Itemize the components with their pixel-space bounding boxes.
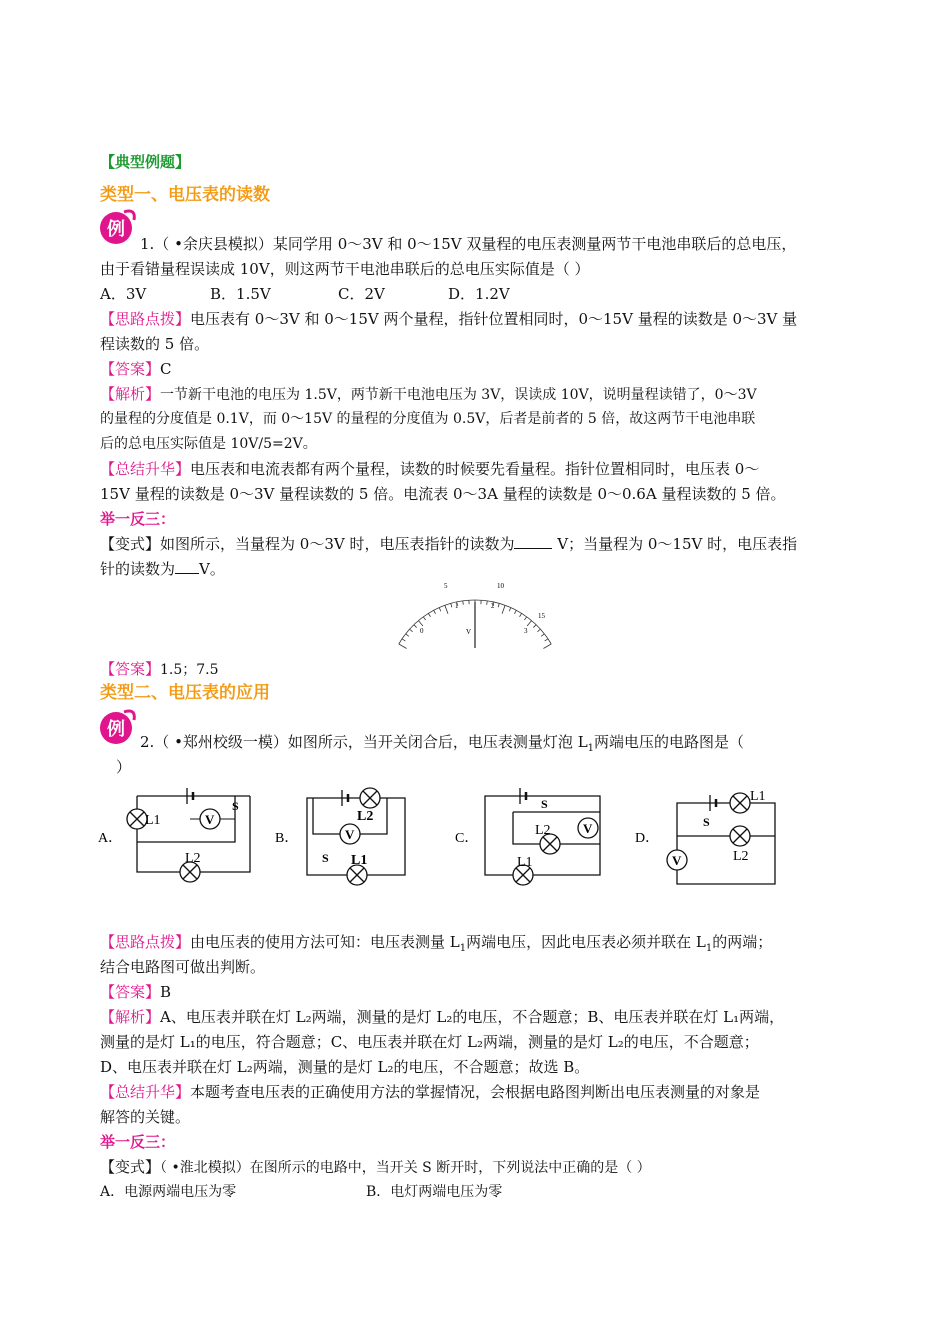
dial-tick [414,625,417,628]
svg-text:L2: L2 [357,809,374,824]
dial-tick [418,621,422,626]
analysis1-line1: 【解析】一节新干电池的电压为 1.5V，两节新干电池电压为 3V，误读成 10V，说明量程读错了，0～3V [100,385,757,403]
practice1-label: 举一反三： [100,510,176,528]
dial-tick [524,617,526,620]
analysis1-line2: 的量程的分度值是 0.1V，而 0～15V 的量程的分度值为 0.5V，后者是前者的 5 倍，故这两节干电池串联 [100,411,756,427]
type1-title: 类型一、电压表的读数 [100,185,270,205]
answer-blank [514,532,552,549]
dial-bottom-label-1: 1 [455,602,459,610]
example-badge-icon [98,206,136,244]
option-d: D．1.2V [448,285,510,303]
dial-bottom-label-2: 2 [491,602,495,610]
option-b: B．电灯两端电压为零 [366,1184,503,1200]
dial-tick [402,639,405,641]
dial-tick [537,629,540,632]
analysis2-line2: 测量的是灯 L₁的电压，符合题意；C、电压表并联在灯 L₂两端，测量的是灯 L₂的电压，不合题意； [100,1033,759,1051]
hint1-line1: 【思路点拨】电压表有 0～3V 和 0～15V 两个量程，指针位置相同时，0～15V 量程的读数是 0～3V 量 [100,310,798,328]
dial-tick [514,610,516,614]
hint2-line2: 结合电路图可做出判断。 [100,958,266,976]
voltmeter-dial [400,578,550,644]
circuit-a [98,788,250,882]
section-header: 【典型例题】 [100,153,191,171]
option-a: A．3V [100,285,147,303]
option-b: B．1.5V [210,285,271,303]
svg-text:L1: L1 [145,813,161,828]
dial-tick [439,608,441,612]
variant1-line1: 【变式】如图所示，当量程为 0～3V 时，电压表指针的读数为 V；当量程为 0～15V 时，电压表指 [100,532,860,556]
svg-text:S: S [232,799,239,813]
svg-text:L2: L2 [185,851,201,866]
type2-title: 类型二、电压表的应用 [100,683,270,703]
svg-text:L2: L2 [733,849,749,864]
dial-unit-label: V [466,628,472,636]
dial-top-label-5: 5 [444,582,448,590]
analysis2-line3: D、电压表并联在灯 L₂两端，测量的是灯 L₂的电压，不合题意；故选 B。 [100,1058,590,1076]
summary1-line1: 【总结升华】电压表和电流表都有两个量程，读数的时候要先看量程。指针位置相同时，电压表 0～ [100,460,760,478]
q1-line2: 由于看错量程误读成 10V，则这两节干电池串联后的总电压实际值是（ ） [100,260,590,278]
dial-tick [541,634,544,636]
answer1: 【答案】C [100,360,172,378]
dial-tick [533,625,536,628]
dial-tick [509,608,511,612]
dial-tick [463,601,464,605]
dial-top-label-15: 15 [538,612,545,620]
svg-text:L1: L1 [351,853,368,868]
example-badge-icon [98,706,136,744]
q2-line2: ） [116,758,132,776]
dial-tick [543,644,551,649]
circuit-b [275,788,405,885]
analysis1-line3: 后的总电压实际值是 10V/5=2V。 [100,436,317,452]
hint1-line2: 程读数的 5 倍。 [100,335,210,353]
svg-text:D．: D． [635,831,660,846]
svg-text:L1: L1 [517,855,533,870]
svg-text:S: S [541,797,548,811]
dial-tick [451,603,452,607]
practice2-label: 举一反三： [100,1133,176,1151]
q1-line1: 1.（ •余庆县模拟）某同学用 0～3V 和 0～15V 双量程的电压表测量两节干电池串联后的总电压， [140,235,797,253]
dial-tick [423,617,425,620]
option-a: A．电源两端电压为零 [100,1184,237,1200]
dial-tick [434,610,436,614]
summary1-line2: 15V 量程的读数是 0～3V 量程读数的 5 倍。电流表 0～3A 量程的读数是 0～0.6A 量程读数的 5 倍。 [100,485,786,503]
dial-tick [399,644,407,649]
dial-tick [428,613,430,616]
q2-line1: 2.（ •郑州校级一模）如图所示，当开关闭合后，电压表测量灯泡 $L_1$两端电压的电路图是（ [140,733,745,754]
svg-text:B．: B． [275,831,299,846]
summary2-line1: 【总结升华】本题考查电压表的正确使用方法的掌握情况，会根据电路图判断出电压表测量的对象是 [100,1083,761,1101]
dial-bottom-label-3: 3 [524,627,528,635]
svg-text:L1: L1 [750,789,766,804]
dial-tick [498,603,499,607]
dial-tick [406,634,409,636]
variant2-question: 【变式】（ •淮北模拟）在图所示的电路中，当开关 S 断开时，下列说法中正确的是（ ） [100,1158,651,1176]
svg-text:例: 例 [107,719,125,739]
dial-bottom-label-0: 0 [420,627,424,635]
variant1-answer: 【答案】1.5；7.5 [100,660,219,678]
answer2: 【答案】B [100,983,172,1001]
svg-text:L2: L2 [535,823,551,838]
circuit-c [455,788,600,885]
dial-tick [545,639,548,641]
analysis2-line1: 【解析】A、电压表并联在灯 L₂两端，测量的是灯 L₂的电压，不合题意；B、电压表并联在灯 L₁两端， [100,1008,785,1026]
circuit-diagrams: V A． L1 S L2 B． L2 S L1 C． S L2 L1 D． L1 S L2 [95,782,815,892]
dial-tick [502,605,505,613]
dial-tick [520,613,522,616]
svg-text:A．: A． [98,831,123,846]
dial-tick [410,629,413,632]
dial-tick [527,621,531,626]
variant1-line2: 针的读数为 V。 [100,557,860,581]
svg-text:S: S [703,815,710,829]
svg-text:S: S [322,851,329,865]
svg-text:例: 例 [107,219,125,239]
dial-tick [487,601,488,605]
answer-blank [175,557,199,574]
option-c: C．2V [338,285,385,303]
dial-top-label-10: 10 [497,582,504,590]
summary2-line2: 解答的关键。 [100,1108,191,1126]
hint2-line1: 【思路点拨】由电压表的使用方法可知：电压表测量 $L_1$两端电压，因此电压表必须并联在 $L_1$的两端； [100,933,773,954]
circuit-d [635,789,775,884]
dial-tick [445,605,448,613]
svg-text:C．: C． [455,831,479,846]
